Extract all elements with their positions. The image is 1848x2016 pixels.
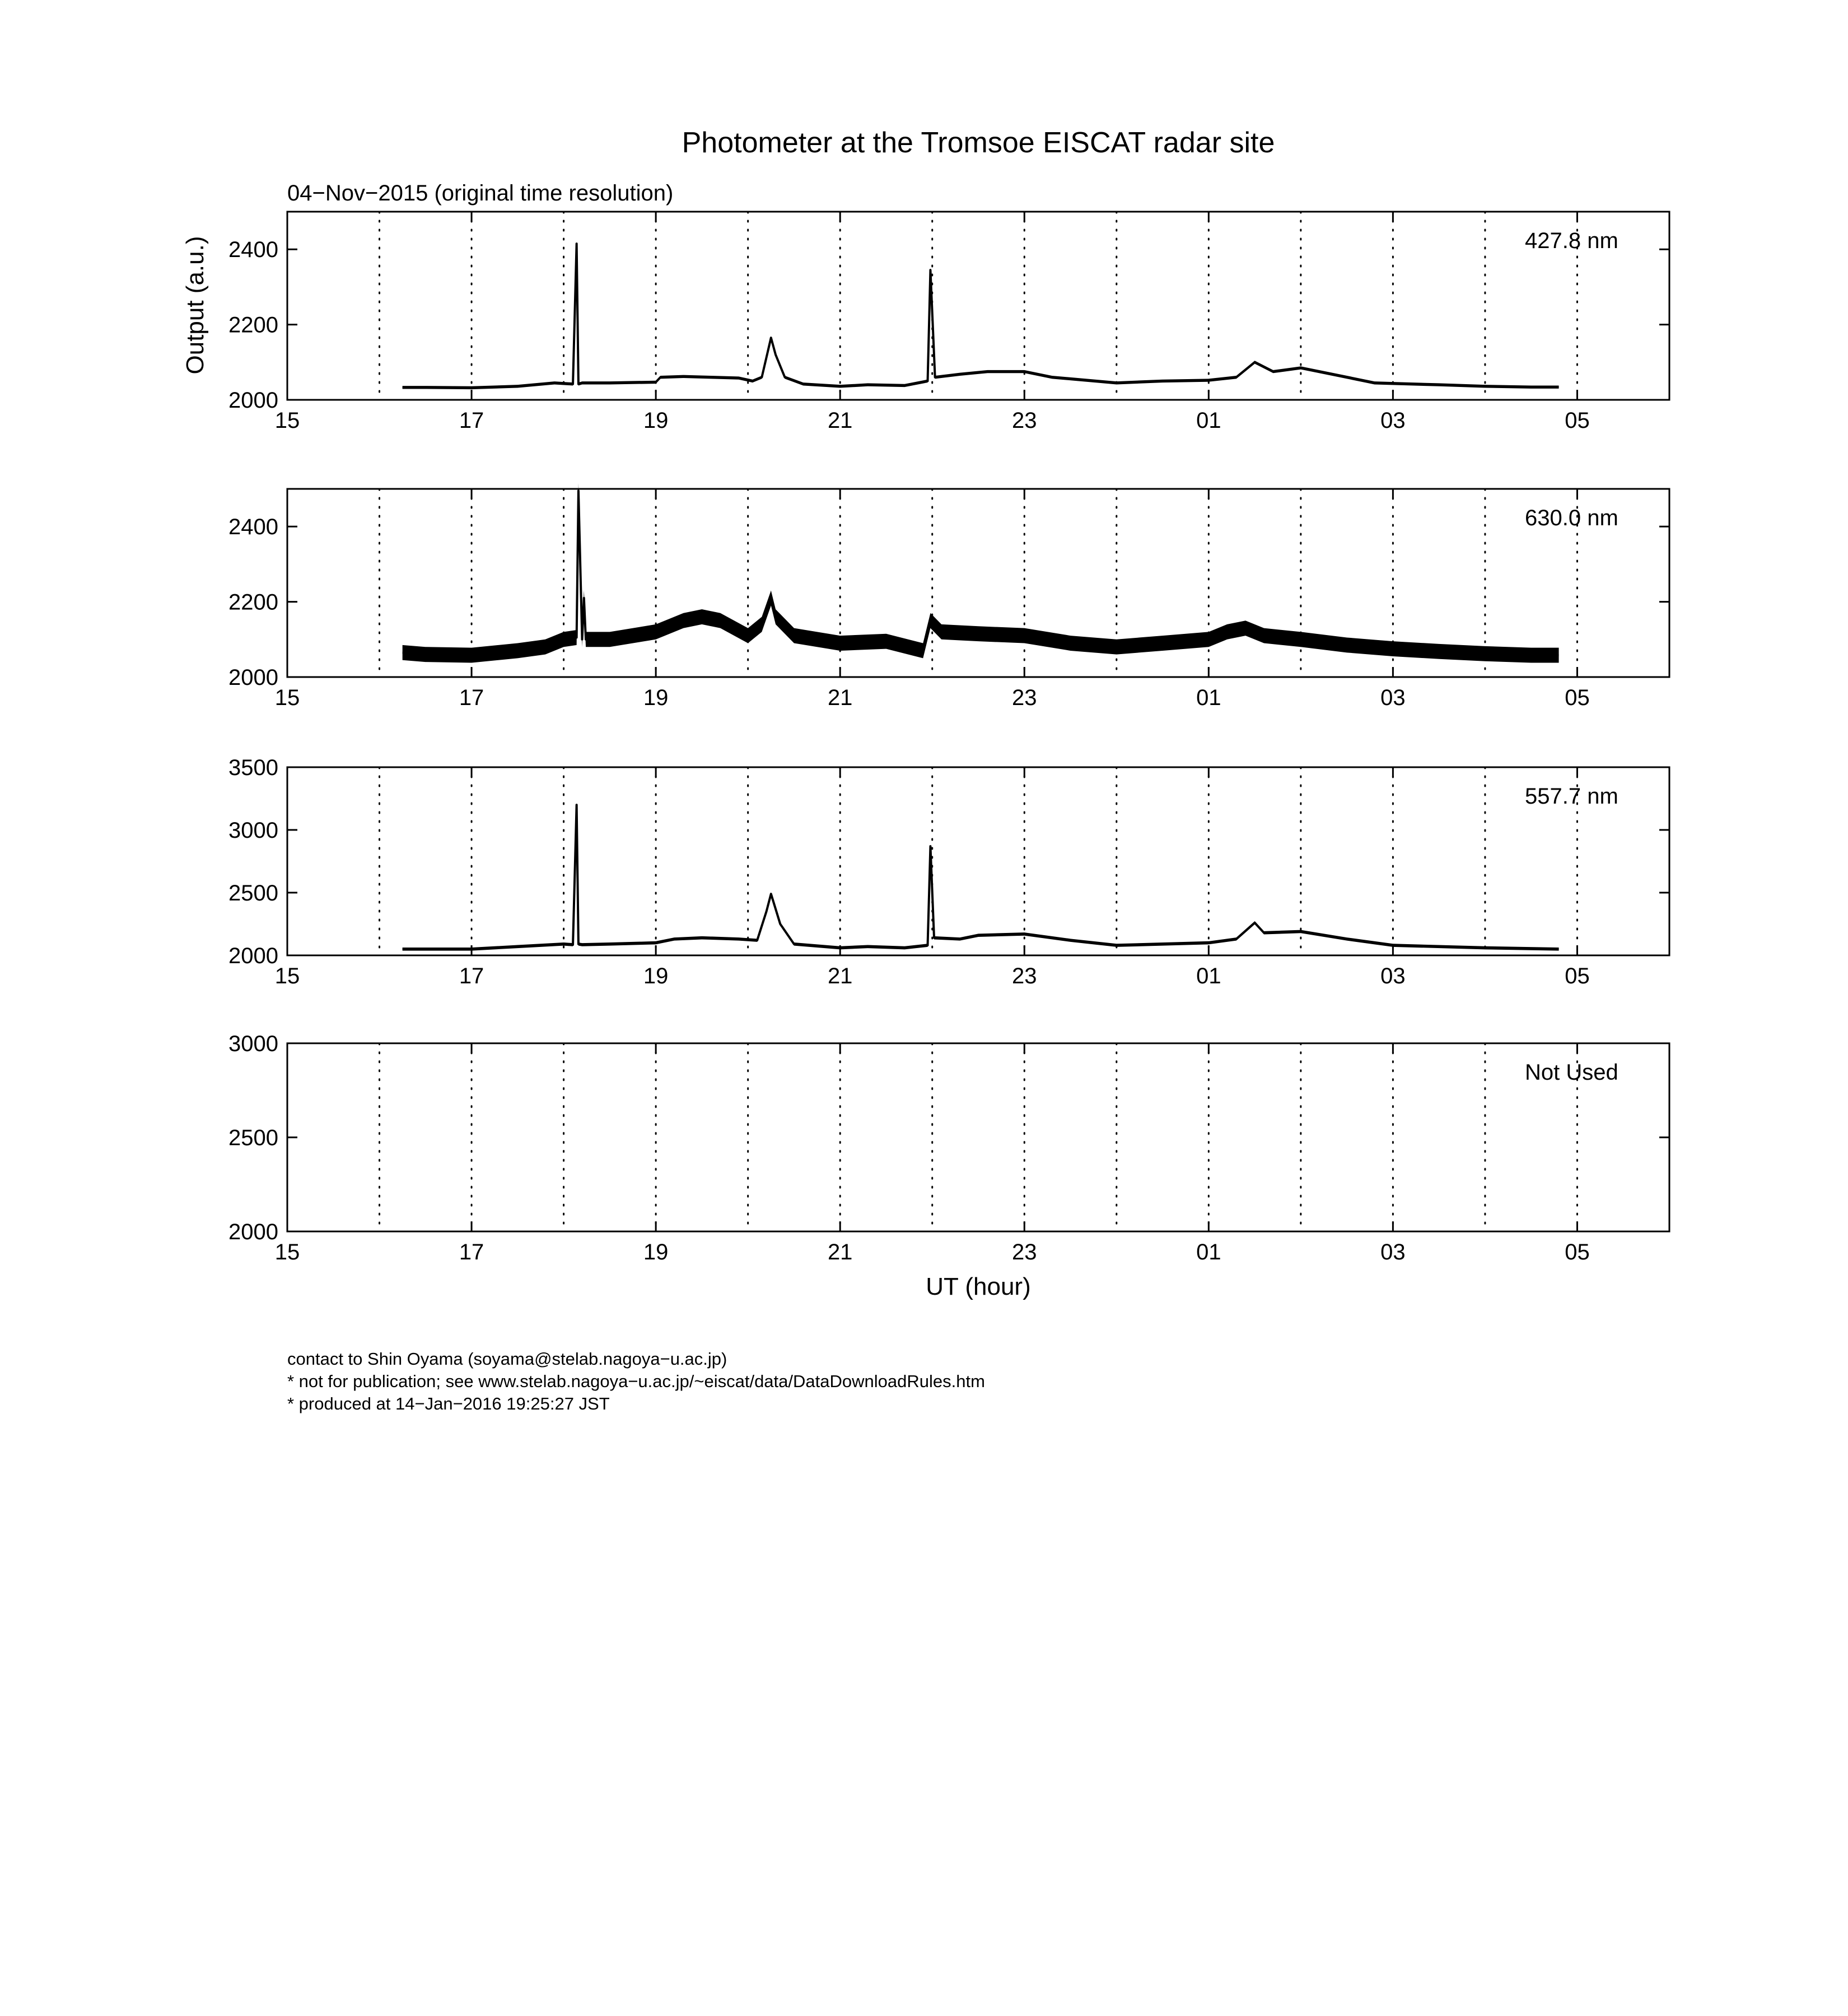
y-tick-label: 2000 (228, 944, 278, 968)
panel-2 (228, 483, 1669, 710)
channel-label: Not Used (1525, 1060, 1618, 1085)
x-axis-label: UT (hour) (926, 1273, 1031, 1300)
x-tick-label: 03 (1380, 685, 1406, 710)
y-tick-label: 2000 (228, 388, 278, 413)
y-tick-label: 2500 (228, 881, 278, 906)
y-tick-label: 2000 (228, 1220, 278, 1244)
x-tick-label: 15 (274, 964, 300, 988)
y-tick-label: 2200 (228, 312, 278, 338)
x-tick-label: 05 (1565, 685, 1590, 710)
footer-contact: contact to Shin Oyama (soyama@stelab.nagoya−u.ac.jp) (287, 1349, 727, 1369)
x-tick-label: 19 (643, 685, 669, 710)
x-tick-label: 17 (459, 408, 484, 433)
x-tick-label: 19 (643, 408, 669, 433)
footer-notes (287, 1349, 985, 1413)
y-tick-label: 3500 (228, 755, 278, 780)
x-tick-label: 17 (459, 964, 484, 988)
x-tick-label: 19 (643, 964, 669, 988)
x-tick-label: 03 (1380, 964, 1406, 988)
x-tick-label: 15 (274, 408, 300, 433)
x-tick-label: 15 (274, 685, 300, 710)
x-tick-label: 05 (1565, 408, 1590, 433)
panel-3 (228, 755, 1669, 988)
footer-publication-note: * not for publication; see www.stelab.nagoya−u.ac.jp/~eiscat/data/DataDownloadRules.htm (287, 1371, 985, 1391)
chart-panels (228, 212, 1669, 1264)
y-tick-label: 2200 (228, 590, 278, 615)
x-tick-label: 23 (1012, 408, 1037, 433)
y-tick-label: 2400 (228, 515, 278, 540)
x-tick-label: 01 (1196, 964, 1221, 988)
channel-label: 557.7 nm (1525, 784, 1618, 809)
x-tick-label: 01 (1196, 1240, 1221, 1264)
y-tick-label: 2500 (228, 1126, 278, 1150)
x-tick-label: 21 (827, 408, 853, 433)
x-tick-label: 21 (827, 964, 853, 988)
axes-frame (287, 767, 1669, 955)
channel-label: 427.8 nm (1525, 228, 1618, 253)
x-tick-label: 21 (827, 685, 853, 710)
axes-frame (287, 1043, 1669, 1231)
x-tick-label: 21 (827, 1240, 853, 1264)
x-tick-label: 23 (1012, 1240, 1037, 1264)
figure-subtitle: 04−Nov−2015 (original time resolution) (287, 181, 674, 206)
channel-label: 630.0 nm (1525, 506, 1618, 530)
panel-4 (228, 1032, 1669, 1264)
y-tick-label: 2400 (228, 237, 278, 263)
x-tick-label: 17 (459, 685, 484, 710)
y-tick-label: 3000 (228, 818, 278, 843)
y-tick-label: 2000 (228, 665, 278, 690)
footer-produced-note: * produced at 14−Jan−2016 19:25:27 JST (287, 1394, 610, 1413)
x-tick-label: 05 (1565, 964, 1590, 988)
x-tick-label: 01 (1196, 685, 1221, 710)
x-tick-label: 15 (274, 1240, 300, 1264)
x-tick-label: 19 (643, 1240, 669, 1264)
x-tick-label: 23 (1012, 685, 1037, 710)
x-tick-label: 17 (459, 1240, 484, 1264)
x-tick-label: 03 (1380, 408, 1406, 433)
x-tick-label: 03 (1380, 1240, 1406, 1264)
x-tick-label: 23 (1012, 964, 1037, 988)
y-tick-label: 3000 (228, 1032, 278, 1056)
x-tick-label: 05 (1565, 1240, 1590, 1264)
panel-1 (228, 212, 1669, 433)
figure-title: Photometer at the Tromsoe EISCAT radar site (682, 127, 1275, 159)
y-axis-label: Output (a.u.) (181, 236, 209, 375)
x-tick-label: 01 (1196, 408, 1221, 433)
series-3-line (403, 805, 1559, 949)
series-1-line (403, 244, 1559, 388)
